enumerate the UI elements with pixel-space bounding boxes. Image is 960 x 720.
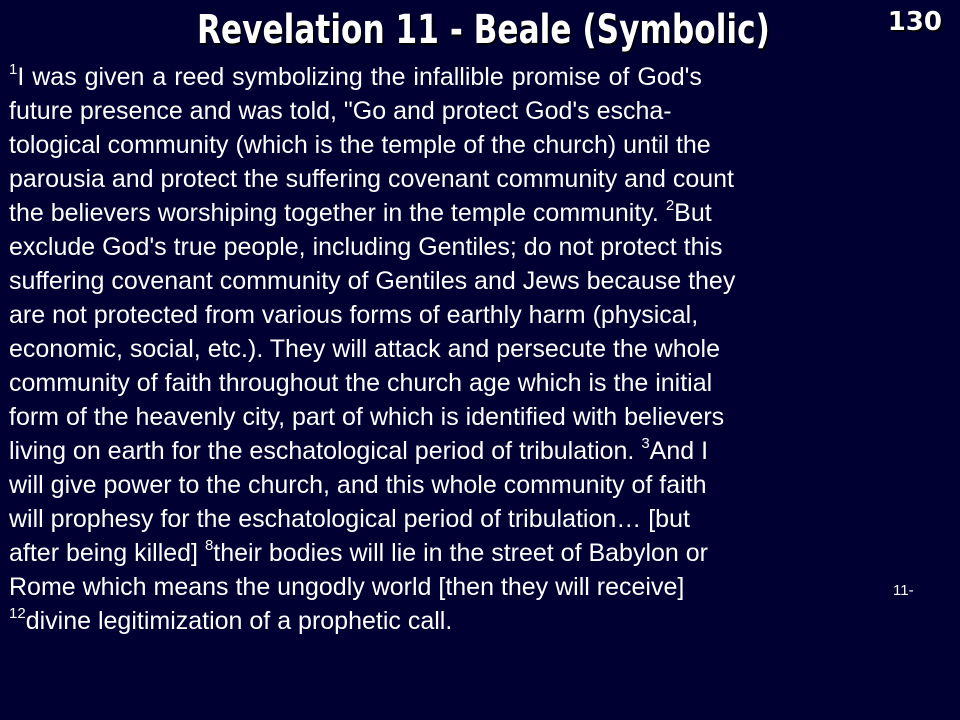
verse-number: 1 xyxy=(9,61,18,78)
text-line: will prophesy for the eschatological period of tribulation… [but xyxy=(9,505,690,533)
page-number: 130 xyxy=(887,7,942,37)
scripture-paraphrase xyxy=(9,60,949,638)
verse-number: 11- xyxy=(893,582,914,599)
slide-title: Revelation 11 - Beale (Symbolic) xyxy=(197,7,770,53)
text-line: the believers worshiping together in the temple community. $^2$But xyxy=(9,197,712,227)
text-line: will give power to the church, and this whole community of faith xyxy=(9,471,707,499)
text-line: $^1$I was given a reed symbolizing the infallible promise of God's xyxy=(9,61,702,91)
text-line: are not protected from various forms of earthly harm (physical, xyxy=(9,301,699,329)
text-line: $^{12}$divine legitimization of a prophetic call. xyxy=(9,605,453,635)
text-line: suffering covenant community of Gentiles and Jews because they xyxy=(9,267,736,295)
verse-number: 3 xyxy=(641,435,650,452)
text-line: living on earth for the eschatological period of tribulation. $^3$And I xyxy=(9,435,709,465)
verse-number: 2 xyxy=(665,197,675,214)
text-line: exclude God's true people, including Gentiles; do not protect this xyxy=(9,233,723,261)
text-line: form of the heavenly city, part of which is identified with believers xyxy=(9,403,725,431)
text-line: parousia and protect the suffering covenant community and count xyxy=(9,165,734,193)
verse-number: 8 xyxy=(204,537,214,554)
text-line: community of faith throughout the church age which is the initial xyxy=(9,369,713,397)
text-line: Rome which means the ungodly world [then they will receive] 11- xyxy=(9,570,949,604)
text-line: tological community (which is the temple of the church) until the xyxy=(9,131,711,159)
text-line: future presence and was told, "Go and protect God's escha- xyxy=(9,97,672,125)
text-line: after being killed] $^8$their bodies will lie in the street of Babylon or xyxy=(9,537,708,567)
verse-number: 12 xyxy=(9,605,26,622)
text-line: economic, social, etc.). They will attack and persecute the whole xyxy=(9,335,720,363)
